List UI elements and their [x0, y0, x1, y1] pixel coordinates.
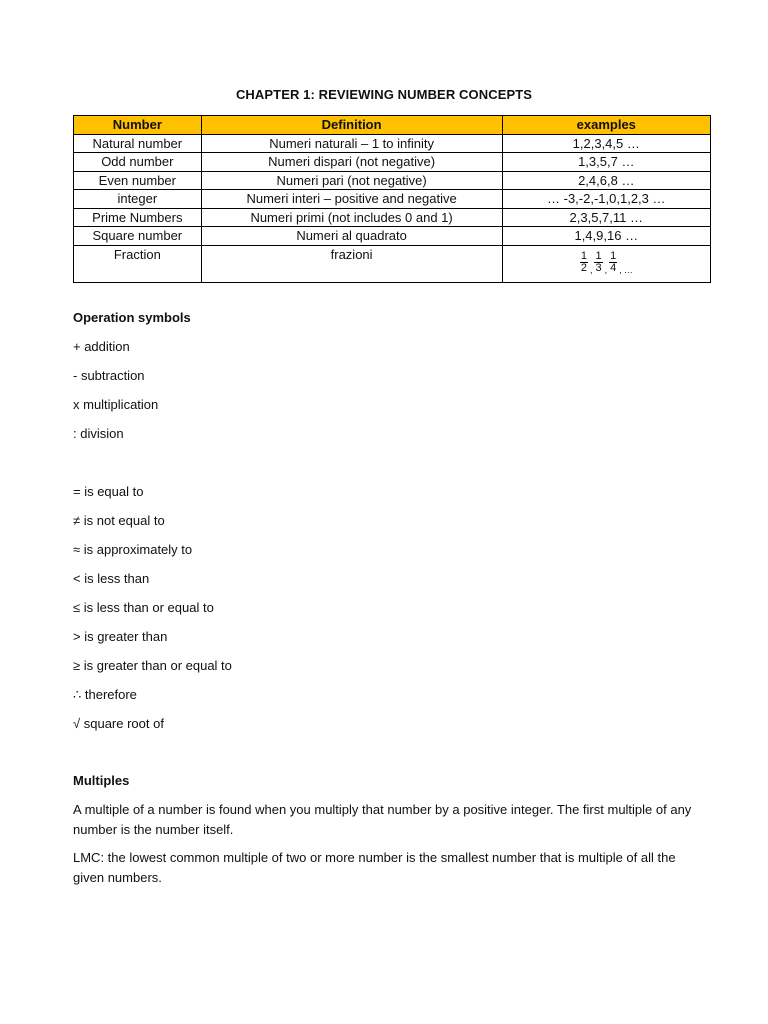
multiples-heading: Multiples: [73, 773, 130, 788]
cell-examples: 1,4,9,16 …: [502, 227, 710, 246]
multiples-paragraph-2: LMC: the lowest common multiple of two or more number is the smallest number that is multiple of all the given numbers.: [73, 850, 676, 885]
cell-number: Odd number: [74, 153, 202, 172]
table-row: [74, 227, 711, 246]
fraction-list: [580, 251, 633, 275]
table-header-row: [74, 116, 711, 135]
cell-examples: 2,3,5,7,11 …: [502, 208, 710, 227]
cell-definition: Numeri pari (not negative): [201, 171, 502, 190]
fraction-separator: ,: [619, 264, 622, 275]
multiples-paragraph-1: A multiple of a number is found when you multiply that number by a positive integer. The first multiple of any number is the number itself.: [73, 802, 692, 837]
fraction-denominator: 4: [610, 261, 617, 274]
symbol-not-equal: ≠ is not equal to: [73, 513, 165, 528]
table-row: [74, 153, 711, 172]
cell-definition: Numeri al quadrato: [201, 227, 502, 246]
cell-number: Even number: [74, 171, 202, 190]
table-row: [74, 190, 711, 209]
cell-examples-fractions: [502, 245, 710, 282]
symbol-therefore: ∴ therefore: [73, 687, 137, 702]
fraction-numerator: 1: [610, 249, 617, 262]
cell-examples: 1,2,3,4,5 …: [502, 134, 710, 153]
table-row: [74, 208, 711, 227]
number-concepts-table: [73, 115, 711, 283]
fraction-denominator: 2: [580, 261, 587, 274]
symbol-less-equal: ≤ is less than or equal to: [73, 600, 214, 615]
fraction-one-half: [580, 251, 588, 274]
operation-multiplication: x multiplication: [73, 397, 159, 412]
header-examples: examples: [502, 116, 710, 135]
header-definition: Definition: [201, 116, 502, 135]
cell-examples: 1,3,5,7 …: [502, 153, 710, 172]
operation-subtraction: - subtraction: [73, 368, 145, 383]
table-row: [74, 134, 711, 153]
header-number: Number: [74, 116, 202, 135]
fraction-separator: ,: [589, 264, 593, 275]
cell-number: Natural number: [74, 134, 202, 153]
operation-addition: + addition: [73, 339, 130, 354]
cell-examples: … -3,-2,-1,0,1,2,3 …: [502, 190, 710, 209]
cell-definition: Numeri dispari (not negative): [201, 153, 502, 172]
cell-examples: 2,4,6,8 …: [502, 171, 710, 190]
symbol-greater-than: > is greater than: [73, 629, 168, 644]
fraction-denominator: 3: [595, 261, 602, 274]
cell-definition: frazioni: [201, 245, 502, 282]
operation-symbols-heading: Operation symbols: [73, 310, 191, 325]
symbol-approx: ≈ is approximately to: [73, 542, 193, 557]
table-row-fraction: [74, 245, 711, 282]
cell-definition: Numeri primi (not includes 0 and 1): [201, 208, 502, 227]
operation-division: : division: [73, 426, 124, 441]
cell-definition: Numeri interi – positive and negative: [201, 190, 502, 209]
fraction-numerator: 1: [595, 249, 602, 262]
cell-number: Square number: [74, 227, 202, 246]
cell-number: integer: [74, 190, 202, 209]
fraction-one-quarter: [609, 251, 617, 274]
cell-number: Prime Numbers: [74, 208, 202, 227]
fraction-numerator: 1: [580, 249, 587, 262]
fraction-one-third: [594, 251, 602, 274]
cell-number: Fraction: [74, 245, 202, 282]
chapter-title: CHAPTER 1: REVIEWING NUMBER CONCEPTS: [235, 87, 533, 102]
symbol-greater-equal: ≥ is greater than or equal to: [73, 658, 232, 673]
table-row: [74, 171, 711, 190]
symbol-square-root: √ square root of: [73, 716, 164, 731]
symbol-equal: = is equal to: [73, 484, 144, 499]
symbol-less-than: < is less than: [73, 571, 150, 586]
cell-definition: Numeri naturali – 1 to infinity: [201, 134, 502, 153]
fraction-ellipsis: …: [623, 264, 633, 275]
fraction-separator: ,: [604, 264, 608, 275]
